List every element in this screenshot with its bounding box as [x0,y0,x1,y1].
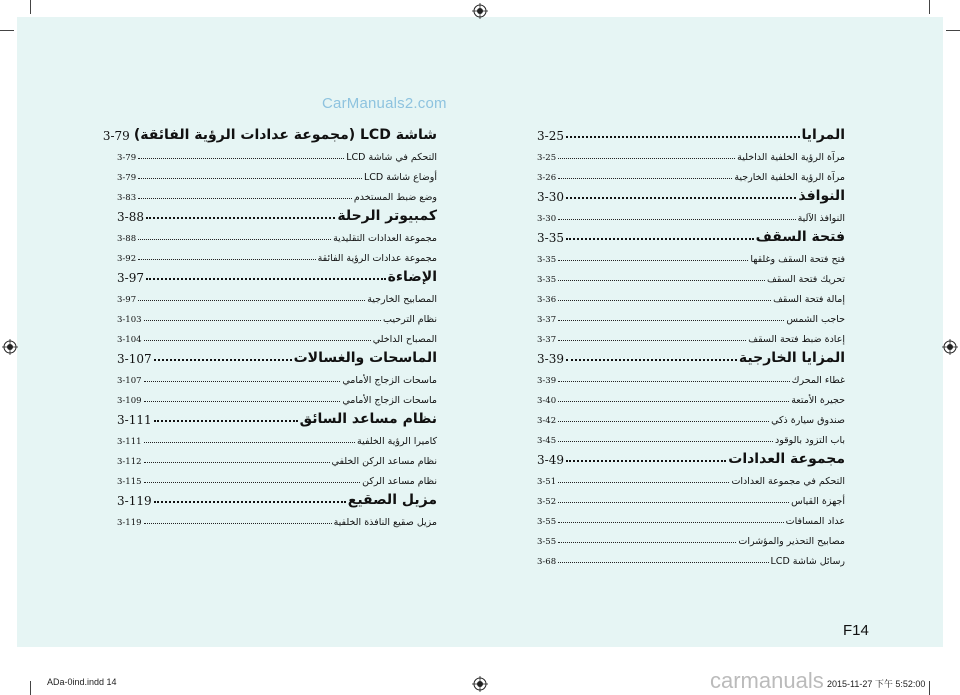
toc-entry[interactable] [117,224,437,244]
toc-entry[interactable] [117,508,437,528]
toc-dot-leader [154,501,346,503]
toc-dot-leader [558,158,735,159]
toc-page-ref: 3-55 [537,517,557,527]
toc-entry-title: رسائل شاشة LCD [770,556,845,567]
toc-page-ref: 3-79 [102,129,130,143]
toc-page-ref: 3-42 [537,416,557,426]
toc-page-ref: 3-36 [537,295,557,305]
toc-dot-leader [558,320,784,321]
toc-page-ref: 3-26 [537,173,557,183]
toc-dot-leader [558,300,771,301]
toc-entry-title: فتح فتحة السقف وغلقها [750,254,845,265]
toc-dot-leader [558,260,748,261]
toc-dot-leader [566,238,754,240]
toc-page-ref: 3-111 [117,437,142,447]
toc-dot-leader [146,217,335,219]
footer-filename: ADa-0ind.indd 14 [47,677,117,687]
toc-dot-leader [566,197,796,199]
toc-entry-title: مرآة الرؤية الخلفية الداخلية [737,152,845,163]
toc-dot-leader [154,420,298,422]
toc-page-ref: 3-39 [537,376,557,386]
crop-mark-top-right-h [946,30,960,31]
toc-dot-leader [558,280,765,281]
toc-dot-leader [558,381,790,382]
toc-page-ref: 3-35 [537,255,557,265]
toc-entry-title: مرآة الرؤية الخلفية الخارجية [734,172,845,183]
toc-section-heading[interactable] [117,264,437,285]
toc-dot-leader [558,502,789,503]
toc-page-ref: 3-111 [117,413,152,427]
toc-entry-title: مجموعة العدادات [728,451,845,467]
toc-entry[interactable] [117,427,437,447]
toc-dot-leader [138,198,352,199]
toc-page-ref: 3-52 [537,497,557,507]
toc-entry-title: باب التزود بالوقود [774,435,845,446]
toc-dot-leader [558,219,795,220]
toc-dot-leader [558,522,784,523]
toc-entry-title: إعادة ضبط فتحة السقف [748,334,845,345]
toc-page-ref: 3-79 [117,153,137,163]
toc-entry-title: التحكم في مجموعة العدادات [731,476,845,487]
toc-section-heading[interactable] [102,122,437,143]
toc-entry[interactable] [537,305,845,325]
toc-dot-leader [138,239,331,240]
toc-entry-title: المصباح الداخلي [372,334,437,345]
toc-dot-leader [144,401,341,402]
toc-entry-title: المزايا الخارجية [738,350,845,366]
footer-timestamp: 2015-11-27 下午 5:52:00 [827,679,926,689]
toc-dot-leader [566,460,726,462]
toc-entry-title: كاميرا الرؤية الخلفية [357,436,437,447]
toc-dot-leader [138,300,365,301]
toc-entry[interactable] [537,143,845,163]
toc-dot-leader [558,340,746,341]
toc-page-ref: 3-79 [117,173,137,183]
toc-page-ref: 3-45 [537,436,557,446]
toc-dot-leader [144,320,382,321]
toc-entry-title: حجيرة الأمتعة [791,395,845,406]
toc-section-heading[interactable] [117,406,437,427]
toc-page-ref: 3-39 [537,352,564,366]
toc-page-ref: 3-30 [537,214,557,224]
toc-dot-leader [144,381,341,382]
toc-entry-title: إمالة فتحة السقف [773,294,845,305]
toc-section-heading[interactable] [117,203,437,224]
toc-entry-title: مصابيح التحذير والمؤشرات [738,536,845,547]
toc-entry-title: تحريك فتحة السقف [767,274,845,285]
toc-dot-leader [558,482,729,483]
toc-entry-title: صندوق سيارة ذكي [771,415,845,426]
toc-section-heading[interactable] [117,487,437,508]
toc-entry[interactable] [537,426,845,446]
toc-entry[interactable] [117,285,437,305]
toc-entry[interactable] [117,467,437,487]
toc-page-ref: 3-49 [537,453,564,467]
toc-page-ref: 3-107 [117,376,142,386]
toc-entry-title: نظام الترحيب [383,314,437,325]
toc-entry[interactable] [537,265,845,285]
crop-mark-top-left [30,0,31,14]
toc-dot-leader [558,178,732,179]
toc-page-ref: 3-88 [117,234,137,244]
toc-entry[interactable] [537,507,845,527]
crop-mark-top-right [929,0,930,14]
toc-page-ref: 3-25 [537,129,564,143]
toc-section-heading[interactable] [537,345,845,366]
toc-section-heading[interactable] [537,183,845,204]
toc-page-ref: 3-40 [537,396,557,406]
toc-entry-title: ماسحات الزجاج الأمامي [342,375,437,386]
toc-entry[interactable] [537,386,845,406]
toc-entry-title: مزيل الصقيع [347,492,437,508]
crop-mark-bottom-right [929,681,930,695]
toc-page-ref: 3-107 [117,352,152,366]
toc-dot-leader [138,259,315,260]
toc-entry-title: الماسحات والغسالات [293,350,437,366]
registration-mark-right-icon [942,339,958,355]
toc-entry-title: نظام مساعد الركن [362,476,437,487]
toc-entry[interactable] [537,366,845,386]
toc-page-ref: 3-109 [117,396,142,406]
toc-page-ref: 3-119 [117,494,152,508]
toc-entry[interactable] [117,386,437,406]
toc-section-heading[interactable] [117,345,437,366]
toc-page-ref: 3-30 [537,190,564,204]
toc-entry[interactable] [537,163,845,183]
toc-page-ref: 3-35 [537,231,564,245]
toc-entry[interactable] [537,487,845,507]
toc-page-ref: 3-37 [537,315,557,325]
toc-entry-title: التحكم في شاشة LCD [346,152,437,163]
watermark-text: CarManuals2.com [322,95,447,112]
toc-entry[interactable] [117,366,437,386]
toc-entry-title: ماسحات الزجاج الأمامي [342,395,437,406]
toc-entry-title: مزيل صقيع النافذة الخلفية [333,517,437,528]
toc-entry-title: أوضاع شاشة LCD [363,172,437,183]
toc-entry-title: وضع ضبط المستخدم [353,192,437,203]
toc-entry-title: شاشة LCD (مجموعة عدادات الرؤية الفائقة) [133,127,437,143]
toc-page-ref: 3-112 [117,457,142,467]
toc-page-ref: 3-51 [537,477,557,487]
toc-dot-leader [558,562,768,563]
toc-dot-leader [558,441,773,442]
toc-page-ref: 3-115 [117,477,142,487]
toc-dot-leader [144,442,356,443]
toc-entry[interactable] [117,183,437,203]
toc-entry-title: أجهزة القياس [791,496,845,507]
toc-page-ref: 3-68 [537,557,557,567]
toc-entry-title: نظام مساعد السائق [299,411,437,427]
toc-entry[interactable] [537,547,845,567]
toc-dot-leader [144,462,330,463]
registration-mark-bottom-icon [472,676,488,692]
toc-entry-title: النوافذ الآلية [797,213,845,224]
toc-page-ref: 3-97 [117,295,137,305]
toc-entry-title: كمبيوتر الرحلة [337,208,437,224]
toc-entry[interactable] [117,447,437,467]
toc-entry[interactable] [537,204,845,224]
toc-entry-title: مجموعة عدادات الرؤية الفائقة [317,253,437,264]
toc-entry[interactable] [117,143,437,163]
toc-entry[interactable] [117,325,437,345]
toc-entry[interactable] [537,245,845,265]
toc-page-ref: 3-119 [117,518,142,528]
toc-entry-title: غطاء المحرك [791,375,845,386]
toc-entry[interactable] [537,406,845,426]
toc-entry-title: الإضاءة [387,269,437,285]
toc-entry-title: حاجب الشمس [786,314,845,325]
toc-dot-leader [566,136,800,138]
toc-page-ref: 3-104 [117,335,142,345]
registration-mark-left-icon [2,339,18,355]
toc-page-ref: 3-97 [117,271,144,285]
toc-dot-leader [566,359,737,361]
registration-mark-top-icon [472,3,488,19]
toc-section-heading[interactable] [537,122,845,143]
toc-dot-leader [154,359,292,361]
toc-page-ref: 3-25 [537,153,557,163]
toc-entry[interactable] [117,163,437,183]
toc-dot-leader [558,401,789,402]
toc-right-column [537,122,845,567]
toc-entry-title: مجموعة العدادات التقليدية [333,233,437,244]
toc-page-ref: 3-88 [117,210,144,224]
toc-entry[interactable] [537,285,845,305]
toc-dot-leader [138,158,344,159]
toc-page-ref: 3-37 [537,335,557,345]
toc-entry-title: نظام مساعد الركن الخلفي [331,456,437,467]
toc-entry[interactable] [537,325,845,345]
toc-page-ref: 3-55 [537,537,557,547]
toc-entry[interactable] [117,244,437,264]
crop-mark-bottom-left [30,681,31,695]
toc-entry-title: النوافذ [798,188,845,204]
toc-dot-leader [558,421,769,422]
toc-entry[interactable] [537,467,845,487]
toc-page-ref: 3-103 [117,315,142,325]
toc-dot-leader [144,482,361,483]
toc-entry[interactable] [117,305,437,325]
toc-entry-title: المرايا [801,127,845,143]
footer-brand-watermark: carmanuals [710,668,824,693]
toc-page-ref: 3-92 [117,254,137,264]
toc-dot-leader [558,542,736,543]
crop-mark-top-left-h [0,30,14,31]
toc-section-heading[interactable] [537,224,845,245]
toc-dot-leader [138,178,362,179]
toc-dot-leader [144,523,332,524]
toc-page-ref: 3-83 [117,193,137,203]
toc-dot-leader [146,278,386,280]
toc-dot-leader [144,340,371,341]
toc-section-heading[interactable] [537,446,845,467]
toc-page-ref: 3-35 [537,275,557,285]
toc-left-column [102,122,437,528]
page-number: F14 [843,622,869,639]
toc-entry-title: عداد المسافات [785,516,845,527]
toc-entry-title: فتحة السقف [755,229,845,245]
toc-entry-title: المصابيح الخارجية [367,294,437,305]
toc-entry[interactable] [537,527,845,547]
